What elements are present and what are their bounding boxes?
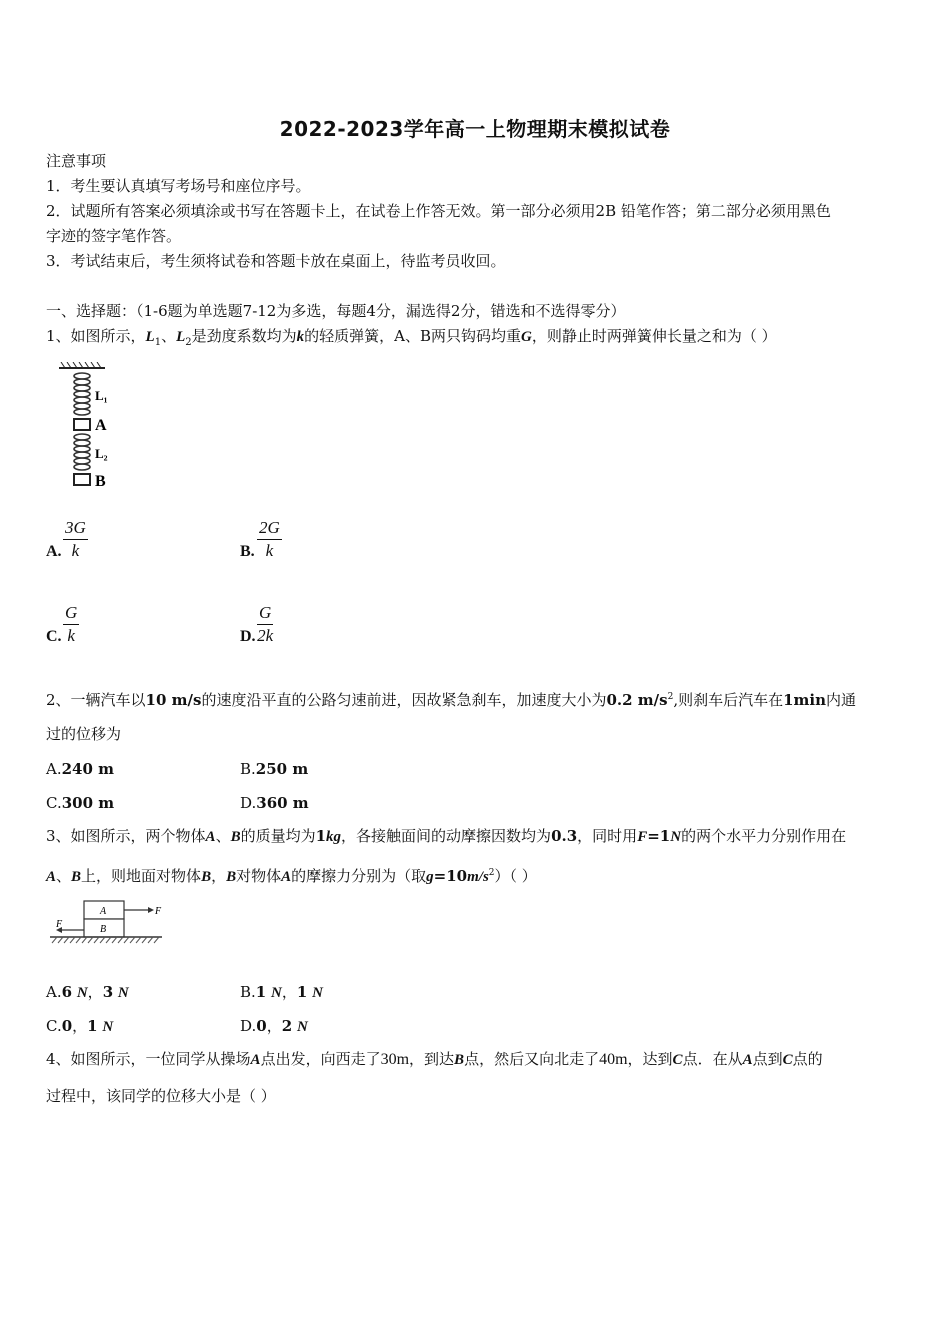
block-b-label: B	[100, 924, 107, 935]
question-4-text: 4、如图所示，一位同学从操场A点出发，向西走了30m，到达B点，然后又向北走了40m，达到C点．在从A点到C点的	[46, 1050, 823, 1068]
force-left-label: F	[56, 919, 63, 930]
notice-item-3: 3．考试结束后，考生须将试卷和答题卡放在桌面上，待监考员收回。	[46, 252, 506, 270]
q1-option-d-label[interactable]: D.	[240, 628, 256, 645]
question-2-text-cont: 过的位移为	[46, 725, 122, 743]
section-heading: 一、选择题：（1-6题为单选题7-12为多选，每题4分，漏选得2分，错选和不选得零分）	[46, 302, 626, 320]
q1-option-c-label[interactable]: C.	[46, 628, 62, 645]
q1-option-a-fraction: $\frac{3G}{k}$	[65, 518, 86, 560]
q3-option-d[interactable]: D.0，2 N	[240, 1017, 308, 1035]
label-l2: L₂	[95, 446, 108, 461]
q1-option-a-label[interactable]: A.	[46, 543, 62, 560]
question-2-text: 2、一辆汽车以10 m/s的速度沿平直的公路匀速前进，因故紧急刹车，加速度大小为0.2 $m/s^2$,则刹车后汽车在1min内通	[46, 691, 857, 709]
q2-option-a[interactable]: A.240 m	[46, 760, 115, 778]
question-1-text: 1、如图所示，$L_1$、$L_2$是劲度系数均为k的轻质弹簧，A、B两只钩码均重G，则静止时两弹簧伸长量之和为（ ）	[46, 327, 777, 348]
page-title: 2022-2023学年高一上物理期末模拟试卷	[279, 117, 671, 141]
force-right-label: F	[155, 906, 162, 917]
question-3-text: 3、如图所示，两个物体A、B的质量均为1kg，各接触面间的动摩擦因数均为0.3，同时用F=1N的两个水平力分别作用在	[46, 827, 847, 845]
q2-option-c[interactable]: C.300 m	[46, 794, 115, 812]
q2-option-b[interactable]: B.250 m	[240, 760, 309, 778]
q2-option-d[interactable]: D.360 m	[240, 794, 309, 812]
q1-option-d-fraction: $\frac{G}{2k}$	[257, 603, 274, 645]
notice-item-2: 2．试题所有答案必须填涂或书写在答题卡上，在试卷上作答无效。第一部分必须用2B 铅笔作答；第二部分必须用黑色	[46, 202, 831, 220]
q3-option-b[interactable]: B.1 N，1 N	[240, 983, 323, 1001]
question-3-text-cont: A、B上，则地面对物体B，B对物体A的摩擦力分别为（取$g=10m/s^2$）（ ）	[46, 867, 537, 885]
q3-option-c[interactable]: C.0，1 N	[46, 1017, 114, 1035]
question-4-text-cont: 过程中，该同学的位移大小是（ ）	[46, 1087, 276, 1105]
label-l1: L₁	[95, 388, 108, 403]
notice-item-1: 1．考生要认真填写考场号和座位序号。	[46, 177, 311, 195]
q1-option-b-label[interactable]: B.	[240, 543, 255, 560]
label-a: A	[95, 417, 107, 434]
spring-figure	[55, 362, 125, 492]
notice-heading: 注意事项	[46, 152, 107, 170]
notice-item-2-cont: 字迹的签字笔作答。	[46, 227, 182, 245]
block-a-label: A	[100, 906, 107, 917]
blocks-figure	[48, 897, 168, 953]
q3-option-a[interactable]: A.6 N，3 N	[46, 983, 129, 1001]
q1-option-b-fraction: $\frac{2G}{k}$	[259, 518, 280, 560]
q1-option-c-fraction: $\frac{G}{k}$	[65, 603, 78, 645]
label-b: B	[95, 473, 106, 490]
